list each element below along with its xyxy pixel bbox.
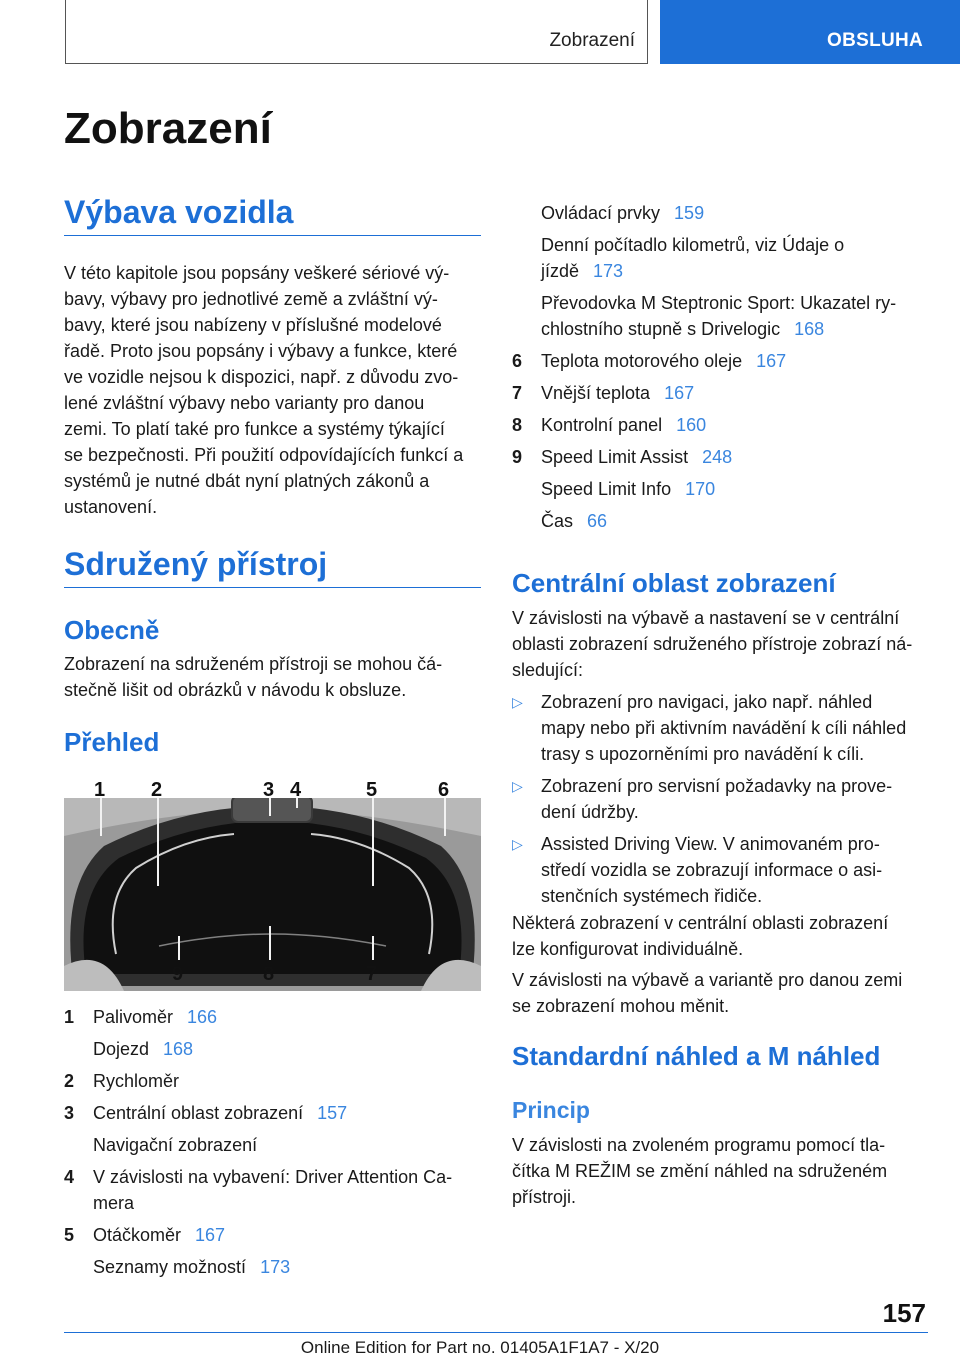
callout-label-9: 9 xyxy=(172,963,184,985)
item-number: 4 xyxy=(64,1167,75,1187)
heading-obecne: Obecně xyxy=(64,615,160,645)
page-ref-link[interactable]: 157 xyxy=(317,1103,348,1123)
list-item xyxy=(512,232,942,284)
text-line: oblasti zobrazení sdruženého přístroje zobrazí ná‐ xyxy=(512,634,913,654)
header-section-box xyxy=(65,0,648,64)
header-chapter-title: OBSLUHA xyxy=(827,30,924,51)
item-text: Navigační zobrazení xyxy=(93,1135,258,1155)
bullet-item xyxy=(512,773,942,825)
footer-edition: Online Edition for Part no. 01405A1F1A7 - X/20 xyxy=(300,1338,660,1357)
list-item xyxy=(64,1222,484,1248)
text-line: ustanovení. xyxy=(64,497,158,517)
text-line: se zobrazení mohou měnit. xyxy=(512,996,730,1016)
bullet-item xyxy=(512,831,942,909)
triangle-bullet-icon: ▷ xyxy=(512,836,523,852)
paragraph-centralni-intro xyxy=(512,605,952,683)
list-item xyxy=(64,1100,484,1126)
text-line: V závislosti na výbavě a variantě pro danou zemi xyxy=(512,970,903,990)
item-text: Denní počítadlo kilometrů, viz Údaje o xyxy=(541,235,845,255)
text-line: trasy s upozorněními pro navádění k cíli. xyxy=(541,744,865,764)
text-line: se bezpečnosti. Při použití odpovídajících funkcí a xyxy=(64,445,464,465)
text-line: V závislosti na výbavě a nastavení se v centrální xyxy=(512,608,900,628)
item-text: Převodovka M Steptronic Sport: Ukazatel ry‐ xyxy=(541,293,897,313)
heading-vybava: Výbava vozidla xyxy=(64,194,294,230)
page-ref-link[interactable]: 167 xyxy=(195,1225,226,1245)
page-ref-link[interactable]: 166 xyxy=(187,1007,218,1027)
heading-sdruzeny: Sdružený přístroj xyxy=(64,546,328,582)
item-text-continued: mera xyxy=(93,1193,135,1213)
list-item xyxy=(512,412,942,438)
item-text: Dojezd xyxy=(93,1039,150,1059)
text-line: dení údržby. xyxy=(541,802,639,822)
text-line: systémů je nutné dbát nyní platných zákonů a xyxy=(64,471,430,491)
text-line: přístroji. xyxy=(512,1187,577,1207)
list-item xyxy=(64,1254,484,1280)
item-number: 9 xyxy=(512,447,523,467)
text-line: Některá zobrazení v centrální oblasti zobrazení xyxy=(512,913,889,933)
list-item xyxy=(64,1068,484,1094)
text-line: lené zvláštní výbavy nebo varianty pro danou xyxy=(64,393,425,413)
page-title: Zobrazení xyxy=(64,104,272,153)
list-item xyxy=(64,1132,484,1158)
item-text: Otáčkoměr xyxy=(93,1225,182,1245)
text-line: Zobrazení pro servisní požadavky na prove‐ xyxy=(541,776,893,796)
page-ref-link[interactable]: 159 xyxy=(674,203,705,223)
item-text: Rychloměr xyxy=(93,1071,180,1091)
item-text: Teplota motorového oleje xyxy=(541,351,743,371)
bullet-list-centralni xyxy=(512,689,942,915)
callout-label-8: 8 xyxy=(263,963,275,985)
list-item xyxy=(64,1004,484,1030)
text-line: mapy nebo při aktivním navádění k cíli náhled xyxy=(541,718,907,738)
text-line: sledující: xyxy=(512,660,584,680)
item-text: Ovládací prvky xyxy=(541,203,661,223)
text-line: lze konfigurovat individuálně. xyxy=(512,939,744,959)
text-line: středí vozidla se zobrazují informace o asi‐ xyxy=(541,860,883,880)
triangle-bullet-icon: ▷ xyxy=(512,694,523,710)
page-ref-link[interactable]: 248 xyxy=(702,447,733,467)
item-text: Centrální oblast zobrazení xyxy=(93,1103,304,1123)
paragraph-centralni-config xyxy=(512,910,952,962)
text-line: ve vozidle nejsou k dispozici, např. z důvodu zvo‐ xyxy=(64,367,459,387)
text-line: zemi. To platí také pro funkce a systémy týkající xyxy=(64,419,445,439)
heading-standardni: Standardní náhled a M náhled xyxy=(512,1041,881,1071)
text-line: Zobrazení na sdruženém přístroji se mohou čá‐ xyxy=(64,654,443,674)
page-ref-link[interactable]: 173 xyxy=(593,261,624,281)
page-ref-link[interactable]: 170 xyxy=(685,479,716,499)
callout-label-3: 3 xyxy=(263,779,275,801)
item-number: 5 xyxy=(64,1225,75,1245)
footer-rule xyxy=(64,1332,928,1333)
list-item xyxy=(512,444,942,470)
callout-label-4: 4 xyxy=(290,779,302,801)
text-line: Assisted Driving View. V animovaném pro‐ xyxy=(541,834,880,854)
heading-centralni: Centrální oblast zobrazení xyxy=(512,568,836,598)
item-text: Kontrolní panel xyxy=(541,415,663,435)
item-text: Palivoměr xyxy=(93,1007,174,1027)
page-ref-link[interactable]: 66 xyxy=(587,511,608,531)
text-line: bavy, výbavy pro jednotlivé země a zvláštní vý‐ xyxy=(64,289,438,309)
list-item xyxy=(64,1036,484,1062)
item-text: Seznamy možností xyxy=(93,1257,247,1277)
bullet-item xyxy=(512,689,942,767)
paragraph-princip xyxy=(512,1132,952,1210)
text-line: řadě. Proto jsou popsány i výbavy a funkce, které xyxy=(64,341,458,361)
page-ref-link[interactable]: 160 xyxy=(676,415,707,435)
page-number: 157 xyxy=(882,1298,926,1328)
paragraph-obecne xyxy=(64,651,484,703)
text-line: V této kapitole jsou popsány veškeré sériové vý‐ xyxy=(64,263,450,283)
page-ref-link[interactable]: 168 xyxy=(794,319,825,339)
heading-princip: Princip xyxy=(512,1097,590,1123)
item-text-continued: chlostního stupně s Drivelogic xyxy=(541,319,781,339)
triangle-bullet-icon: ▷ xyxy=(512,778,523,794)
item-text: Vnější teplota xyxy=(541,383,651,403)
callout-label-5: 5 xyxy=(366,779,378,801)
heading-sdruzeny-rule xyxy=(64,587,481,588)
text-line: stečně lišit od obrázků v návodu k obsluze. xyxy=(64,680,407,700)
heading-vybava-rule xyxy=(64,235,481,236)
list-item xyxy=(64,1164,484,1216)
list-item xyxy=(512,348,942,374)
item-text: Čas xyxy=(541,511,574,531)
instrument-cluster-illustration xyxy=(64,776,481,991)
text-line: stenčních systémech řidiče. xyxy=(541,886,763,906)
list-item xyxy=(512,476,942,502)
text-line: čítka M REŽIM se změní náhled na sdruženém xyxy=(512,1161,888,1181)
text-line: V závislosti na zvoleném programu pomocí tla‐ xyxy=(512,1135,886,1155)
legend-list-right xyxy=(512,200,942,540)
paragraph-vybava xyxy=(64,260,484,520)
heading-prehled: Přehled xyxy=(64,727,160,757)
paragraph-centralni-variant xyxy=(512,967,952,1019)
list-item xyxy=(512,290,942,342)
page-ref-link[interactable]: 167 xyxy=(756,351,787,371)
list-item xyxy=(512,508,942,534)
text-line: bavy, které jsou nabízeny v příslušné modelové xyxy=(64,315,442,335)
instrument-cluster-figure xyxy=(64,776,481,991)
callout-label-2: 2 xyxy=(151,779,163,801)
page-ref-link[interactable]: 167 xyxy=(664,383,695,403)
list-item xyxy=(512,200,942,226)
list-item xyxy=(512,380,942,406)
item-number: 8 xyxy=(512,415,523,435)
callout-label-6: 6 xyxy=(438,779,450,801)
item-number: 6 xyxy=(512,351,523,371)
item-number: 2 xyxy=(64,1071,75,1091)
page-ref-link[interactable]: 173 xyxy=(260,1257,291,1277)
legend-list-left xyxy=(64,1004,484,1286)
header-chapter-box xyxy=(660,0,960,64)
item-text: Speed Limit Assist xyxy=(541,447,689,467)
item-text-continued: jízdě xyxy=(541,261,580,281)
item-text: Speed Limit Info xyxy=(541,479,672,499)
text-line: Zobrazení pro navigaci, jako např. náhled xyxy=(541,692,873,712)
item-number: 7 xyxy=(512,383,523,403)
header-section-title: Zobrazení xyxy=(549,30,635,51)
callout-label-1: 1 xyxy=(94,779,106,801)
item-number: 3 xyxy=(64,1103,75,1123)
callout-label-7: 7 xyxy=(366,963,378,985)
item-text: V závislosti na vybavení: Driver Attention Ca‐ xyxy=(93,1167,453,1187)
page-ref-link[interactable]: 168 xyxy=(163,1039,194,1059)
item-number: 1 xyxy=(64,1007,75,1027)
